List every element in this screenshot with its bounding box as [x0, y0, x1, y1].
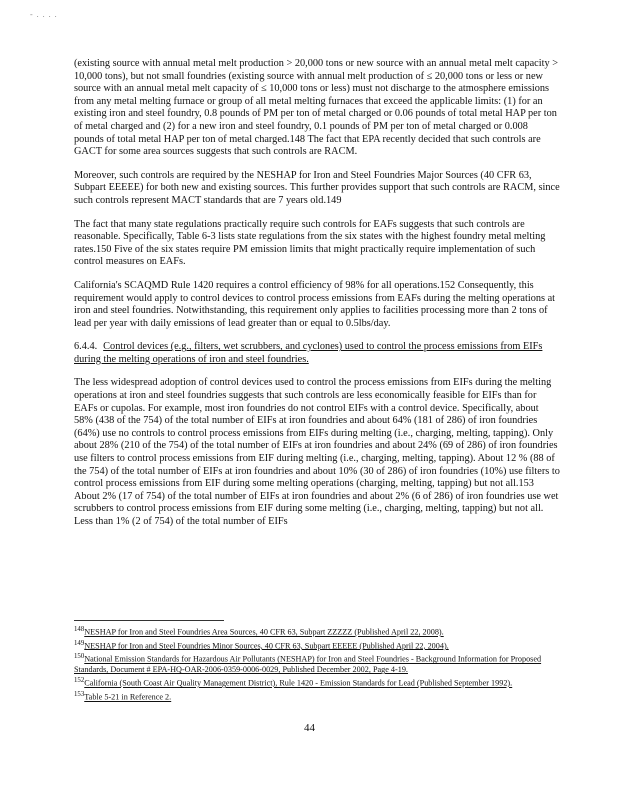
page-number: 44 — [304, 722, 315, 734]
section-heading — [74, 341, 560, 366]
corner-mark: - . . . . — [30, 10, 58, 19]
footnote-mark: 152 — [74, 677, 85, 685]
paragraph-3: The fact that many state regulations practically require such controls for EAFs suggests that such controls are reasonable. Specifically, Table 6-3 lists state regulations from the six states with the highest foundry metal melting rates.150 Five of the six states require PM emission limits that might practically require implementation of such control measures on EAFs. — [74, 218, 546, 268]
page-body — [74, 58, 560, 540]
footnote-mark: 153 — [74, 690, 85, 698]
footnote-mark: 148 — [74, 626, 85, 633]
footnote-mark: 149 — [74, 639, 85, 647]
footnote-text: National Emission Standards for Hazardous Air Pollutants (NESHAP) for Iron and Steel Foundries - Background Information for Proposed Standards, Document # EPA-HQ-OAR-2006-0359-0006-0029, Published December 2002, Page 4-19. — [74, 655, 542, 675]
footnote-150 — [74, 652, 560, 675]
paragraph-1: (existing source with annual metal melt production > 20,000 tons or new source with an annual metal melt capacity > 10,000 tons), but not small foundries (existing source with annual melt production of ≤ 20,000 tons or less or new source with an annual metal melt capacity of ≤ 10,000 tons or less) must not discharge to the atmosphere emissions from any metal melting furnace or group of all metal melting furnaces that exceed the applicable limits: (1) for an existing iron and steel foundry, 0.8 pounds of PM per ton of metal charged or 0.06 pounds of total metal HAP per ton of metal charged and (2) for a new iron and steel foundry, 0.1 pounds of PM per ton of metal charged or 0.008 pounds of total metal HAP per ton of metal charged.148 The fact that EPA recently decided that such controls are GACT for some area sources suggests that such controls are RACM. — [74, 58, 558, 158]
footnote-text: NESHAP for Iron and Steel Foundries Area Sources, 40 CFR 63, Subpart ZZZZZ (Published April 22, 2008). — [84, 627, 444, 637]
section-title: Control devices (e.g., filters, wet scrubbers, and cyclones) used to control the process emissions from EIFs during the melting operations of iron and steel foundries. — [74, 341, 543, 365]
paragraph-2: Moreover, such controls are required by the NESHAP for Iron and Steel Foundries Major Sources (40 CFR 63, Subpart EEEEE) for both new and existing sources. This further provides support that such controls are RACM, since such controls represent MACT standards that are 7 years old.149 — [74, 169, 560, 206]
paragraph-4: California's SCAQMD Rule 1420 requires a control efficiency of 98% for all operations.152 Consequently, this requirement would apply to control devices to control process emissions from EAFs during the melting operations at iron and steel foundries. Notwithstanding, this requirement only applies to facilities processing more than 2 tons of lead per year with daily emissions of lead greater than or equal to 0.5lbs/day. — [74, 279, 555, 329]
section-number: 6.4.4. — [74, 341, 98, 353]
footnote-text: California (South Coast Air Quality Management District), Rule 1420 - Emission Standards for Lead (Published September 1992). — [84, 678, 513, 688]
footnote-152 — [74, 676, 560, 689]
footnote-153 — [74, 690, 560, 703]
footnote-text: Table 5-21 in Reference 2. — [84, 692, 172, 702]
footnote-148 — [74, 625, 560, 638]
paragraph-5: The less widespread adoption of control devices used to control the process emissions from EIFs during the melting operations at iron and steel foundries suggests that such controls are less economically feasible for EIFs than for EAFs or cupolas. For example, most iron foundries do not control EIFs with a control device. Specifically, about 58% (438 of the 754) of the total number of EIFs at iron foundries and about 64% (181 of 286) of iron foundries (64%) use no controls to control process emissions from EIFs during melting (i.e., charging, melting, tapping). Only about 28% (210 of the 754) of the total number of EIFs at iron foundries and about 24% (69 of 286) of iron foundries use filters to control process emissions from EIF during melting (i.e., charging, melting, tapping). About 12 % (88 of the 754) of the total number of EIFs at iron foundries and about 10% (30 of 286) of iron foundries (10%) use filters to control process emissions from EIF during some melting operations (charging, melting, tapping) but not all.153 About 2% (17 of 754) of the total number of EIFs at iron foundries and about 2% (6 of 286) of iron foundries use wet scrubbers to control process emissions from EIF during some melting (i.e., charging, melting, tapping) but not all. Less than 1% (2 of 754) of the total number of EIFs — [74, 377, 560, 527]
footnote-rule — [74, 620, 224, 621]
footnote-149 — [74, 639, 560, 652]
footnote-text: NESHAP for Iron and Steel Foundries Minor Sources, 40 CFR 63, Subpart EEEEE (Published April 22, 2004). — [84, 641, 449, 651]
footnote-mark: 150 — [74, 653, 85, 661]
footnotes — [74, 620, 560, 704]
